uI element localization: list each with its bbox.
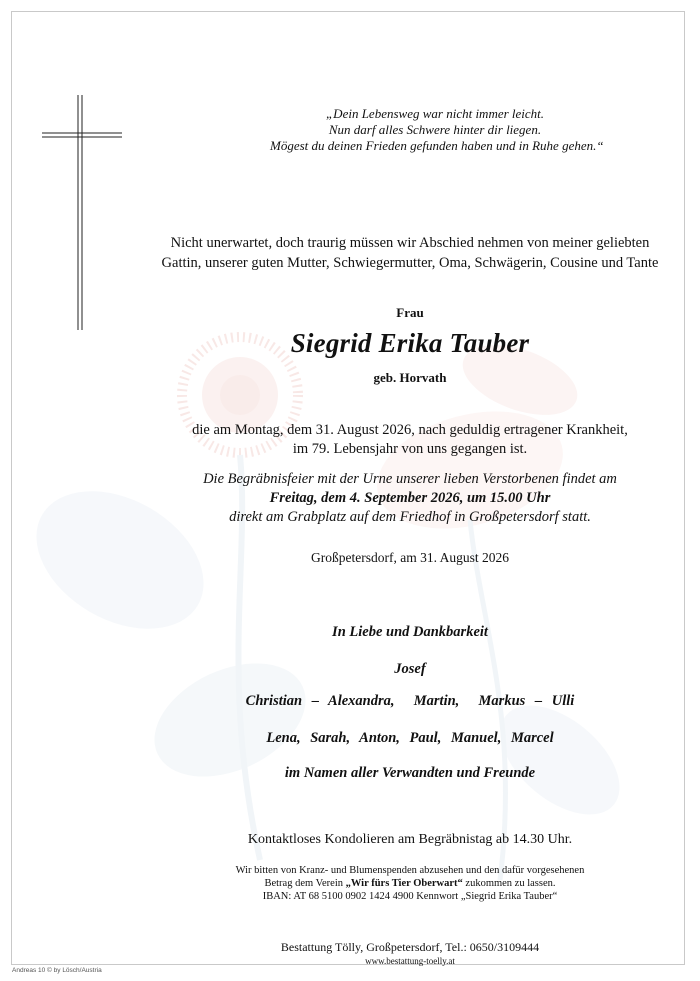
condolence-note: Kontaktloses Kondolieren am Begräbnistag ab 14.30 Uhr.	[247, 832, 573, 847]
donation-iban: IBAN: AT 68 5100 0902 1424 4900 Kennwort „Siegrid Erika Tauber“	[262, 891, 558, 902]
place-date: Großpetersdorf, am 31. August 2026	[311, 550, 509, 565]
donation-notice	[130, 864, 690, 903]
intro-text	[130, 233, 690, 273]
undertaker-website: www.bestattung-toelly.at	[365, 956, 455, 966]
death-line-1: die am Montag, dem 31. August 2026, nach geduldig ertragener Krankheit,	[192, 422, 628, 438]
funeral-line-1: Die Begräbnisfeier mit der Urne unserer lieben Verstorbenen findet am	[203, 471, 617, 487]
funeral-location: direkt am Grabplatz auf dem Friedhof in Großpetersdorf statt.	[229, 509, 591, 525]
deceased-name: Siegrid Erika Tauber	[290, 328, 530, 358]
mourners-grandchildren: Lena, Sarah, Anton, Paul, Manuel, Marcel	[266, 730, 554, 746]
donation-line-2	[130, 877, 690, 890]
donation-line-2-pre: Betrag dem Verein	[264, 878, 346, 889]
quote	[270, 106, 604, 154]
death-line-2: im 79. Lebensjahr von uns gegangen ist.	[292, 441, 528, 457]
quote-line-3: Mögest du deinen Frieden gefunden haben und in Ruhe gehen.“	[270, 138, 604, 153]
death-notice	[130, 421, 690, 459]
donation-recipient: „Wir fürs Tier Oberwart“	[345, 878, 463, 889]
imprint: Andreas 10 © by Lösch/Austria	[12, 967, 102, 974]
mourners-relatives: im Namen aller Verwandten und Freunde	[284, 765, 536, 781]
cross-icon	[42, 95, 122, 330]
intro-line-1: Nicht unerwartet, doch traurig müssen wir Abschied nehmen von meiner geliebten	[170, 235, 650, 251]
intro-line-2: Gattin, unserer guten Mutter, Schwiegermutter, Oma, Schwägerin, Cousine und Tante	[161, 255, 659, 271]
mourners-heading: In Liebe und Dankbarkeit	[332, 624, 488, 640]
donation-line-2-post: zukommen zu lassen.	[462, 878, 556, 889]
mourners-children: Christian – Alexandra, Martin, Markus – Ulli	[245, 693, 575, 709]
funeral-date: Freitag, dem 4. September 2026, um 15.00 Uhr	[269, 490, 551, 506]
funeral-details	[130, 470, 690, 527]
quote-line-2: Nun darf alles Schwere hinter dir liegen.	[328, 122, 542, 137]
salutation: Frau	[396, 305, 424, 320]
donation-line-1: Wir bitten von Kranz- und Blumenspenden abzusehen und den dafür vorgesehenen	[235, 865, 585, 876]
mourners-spouse: Josef	[394, 661, 426, 677]
undertaker-contact: Bestattung Tölly, Großpetersdorf, Tel.: 0650/3109444	[280, 940, 540, 954]
birth-name: geb. Horvath	[373, 370, 447, 385]
quote-line-1: „Dein Lebensweg war nicht immer leicht.	[325, 106, 545, 121]
